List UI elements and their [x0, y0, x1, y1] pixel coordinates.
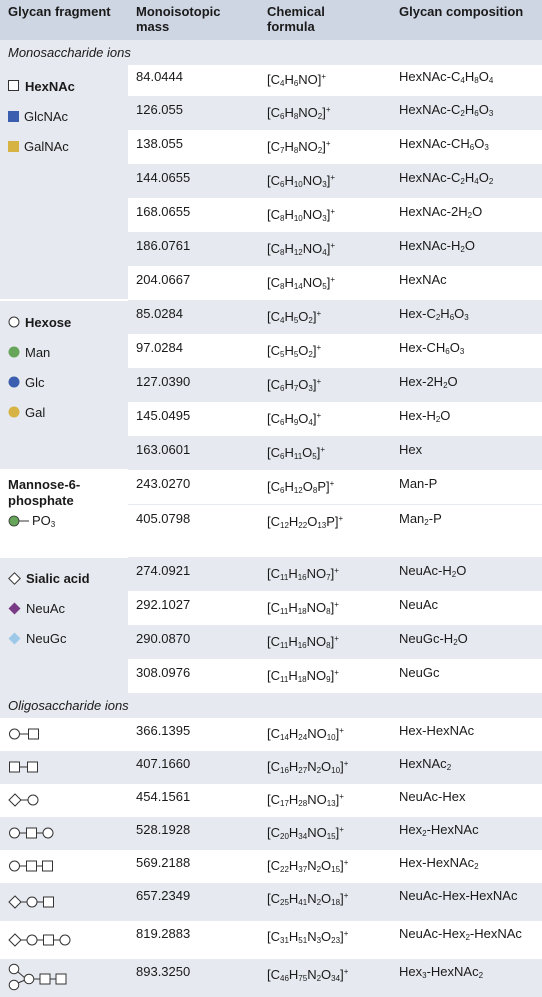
hex-hexnac-glycan-icon [0, 718, 128, 751]
mass-cell: 308.0976 [128, 659, 259, 693]
mass-cell: 127.0390 [128, 368, 259, 402]
white-diamond-icon [8, 572, 21, 585]
mass-cell: 292.1027 [128, 591, 259, 625]
purple-diamond-icon [8, 602, 21, 615]
formula-cell: $[C_{16}H_{27}N_2O_{10}]^+$ [259, 751, 391, 784]
green-circle-icon [8, 346, 20, 358]
mass-cell: 84.0444 [128, 65, 259, 96]
light-blue-diamond-icon [8, 632, 21, 645]
hex-hexnac2-glycan-icon [0, 850, 128, 883]
mass-cell: 405.0798 [128, 505, 259, 557]
composition-cell: HexNAc-$C_2H_4O_2$ [391, 164, 542, 198]
composition-cell: HexNAc-$C_4H_8O_4$ [391, 65, 542, 96]
header-glycan-fragment: Glycan fragment [0, 0, 128, 40]
composition-cell: Hex$_2$-HexNAc [391, 817, 542, 850]
composition-cell: HexNAc-$CH_6O_3$ [391, 130, 542, 164]
composition-cell: Hex [391, 436, 542, 470]
table-row [0, 817, 542, 850]
formula-cell: $[C_{22}H_{37}N_2O_{15}]^+$ [259, 850, 391, 883]
mass-cell: 144.0655 [128, 164, 259, 198]
legend-m6p-title: Mannose-6- phosphate [8, 477, 81, 508]
table-row [0, 751, 542, 784]
composition-cell: HexNAc-$H_2O$ [391, 232, 542, 266]
composition-cell: Hex-$CH_6O_3$ [391, 334, 542, 368]
legend-hexnac-group [0, 65, 128, 300]
mass-cell: 204.0667 [128, 266, 259, 300]
green-circle-phosphate-icon [8, 515, 30, 527]
table-row [0, 921, 542, 959]
table-row [0, 959, 542, 997]
formula-cell: $[C_6H_{11}O_5]^+$ [259, 436, 391, 470]
yellow-circle-icon [8, 406, 20, 418]
header-monoisotopic-mass: Monoisotopic mass [128, 0, 259, 40]
mass-cell: 168.0655 [128, 198, 259, 232]
formula-cell: $[C_6H_{10}NO_3]^+$ [259, 164, 391, 198]
composition-cell: HexNAc-$C_2H_6O_3$ [391, 96, 542, 130]
neuac-hex-glycan-icon [0, 784, 128, 817]
header-row [0, 0, 542, 40]
formula-cell: $[C_{25}H_{41}N_2O_{18}]^+$ [259, 883, 391, 921]
table-row [0, 850, 542, 883]
legend-sialic-group [0, 557, 128, 693]
formula-cell: $[C_{46}H_{75}N_2O_{34}]^+$ [259, 959, 391, 997]
legend-hexnac: HexNAc [8, 71, 120, 101]
header-chemical-formula: Chemical formula [259, 0, 391, 40]
mass-cell: 186.0761 [128, 232, 259, 266]
mass-cell: 893.3250 [128, 959, 259, 997]
table-row [0, 883, 542, 921]
composition-cell: Hex-$2H_2O$ [391, 368, 542, 402]
composition-cell: Hex-HexNAc$_2$ [391, 850, 542, 883]
legend-m6p-group [0, 470, 128, 557]
blue-square-icon [8, 111, 19, 122]
mass-cell: 819.2883 [128, 921, 259, 959]
blue-circle-icon [8, 376, 20, 388]
composition-cell: NeuAc-Hex$_2$-HexNAc [391, 921, 542, 959]
mass-cell: 454.1561 [128, 784, 259, 817]
table-row [0, 470, 542, 505]
formula-cell: $[C_{31}H_{51}N_3O_{23}]^+$ [259, 921, 391, 959]
legend-galnac: GalNAc [8, 131, 120, 161]
legend-glc: Glc [8, 367, 120, 397]
composition-cell: NeuAc-Hex-HexNAc [391, 883, 542, 921]
legend-neugc: NeuGc [8, 624, 120, 654]
formula-cell: $[C_{11}H_{16}NO_8]^+$ [259, 625, 391, 659]
legend-neuac: NeuAc [8, 594, 120, 624]
composition-cell: NeuAc [391, 591, 542, 625]
mass-cell: 657.2349 [128, 883, 259, 921]
composition-cell: Hex-HexNAc [391, 718, 542, 751]
mass-cell: 243.0270 [128, 470, 259, 505]
yellow-square-icon [8, 141, 19, 152]
mass-cell: 290.0870 [128, 625, 259, 659]
composition-cell: Man$_2$-P [391, 505, 542, 557]
composition-cell: NeuAc-$H_2O$ [391, 557, 542, 591]
formula-cell: $[C_{11}H_{16}NO_7]^+$ [259, 557, 391, 591]
formula-cell: $[C_6H_7O_3]^+$ [259, 368, 391, 402]
legend-hexose: Hexose [8, 307, 120, 337]
table-row [0, 557, 542, 591]
mass-cell: 528.1928 [128, 817, 259, 850]
table-row [0, 784, 542, 817]
composition-cell: NeuGc-$H_2O$ [391, 625, 542, 659]
composition-cell: Hex-$C_2H_6O_3$ [391, 300, 542, 334]
legend-sialic-acid: Sialic acid [8, 564, 120, 594]
composition-cell: HexNAc$_2$ [391, 751, 542, 784]
formula-cell: $[C_8H_{12}NO_4]^+$ [259, 232, 391, 266]
formula-cell: $[C_{20}H_{34}NO_{15}]^+$ [259, 817, 391, 850]
white-circle-icon [8, 316, 20, 328]
formula-cell: $[C_7H_8NO_2]^+$ [259, 130, 391, 164]
formula-cell: $[C_{11}H_{18}NO_8]^+$ [259, 591, 391, 625]
section-monosaccharide-ions: Monosaccharide ions [0, 40, 542, 65]
composition-cell: HexNAc-$2H_2O$ [391, 198, 542, 232]
mass-cell: 366.1395 [128, 718, 259, 751]
mass-cell: 274.0921 [128, 557, 259, 591]
formula-cell: $[C_{14}H_{24}NO_{10}]^+$ [259, 718, 391, 751]
formula-cell: $[C_8H_{14}NO_5]^+$ [259, 266, 391, 300]
formula-cell: $[C_6H_{12}O_8P]^+$ [259, 470, 391, 505]
mass-cell: 138.055 [128, 130, 259, 164]
legend-glcnac: GlcNAc [8, 101, 120, 131]
formula-cell: $[C_{11}H_{18}NO_9]^+$ [259, 659, 391, 693]
formula-cell: $[C_4H_6NO]^+$ [259, 65, 391, 96]
composition-cell: NeuAc-Hex [391, 784, 542, 817]
mass-cell: 126.055 [128, 96, 259, 130]
mass-cell: 569.2188 [128, 850, 259, 883]
header-glycan-composition: Glycan composition [391, 0, 542, 40]
composition-cell: HexNAc [391, 266, 542, 300]
table-row [0, 718, 542, 751]
hexnac2-glycan-icon [0, 751, 128, 784]
composition-cell: NeuGc [391, 659, 542, 693]
table-row [0, 300, 542, 334]
neuac-hex2-hexnac-glycan-icon [0, 921, 128, 959]
formula-cell: $[C_6H_8NO_2]^+$ [259, 96, 391, 130]
mass-cell: 163.0601 [128, 436, 259, 470]
formula-cell: $[C_{12}H_{22}O_{13}P]^+$ [259, 505, 391, 557]
formula-cell: $[C_5H_5O_2]^+$ [259, 334, 391, 368]
hex2-hexnac-glycan-icon [0, 817, 128, 850]
section-oligosaccharide-ions: Oligosaccharide ions [0, 693, 542, 718]
composition-cell: Hex$_3$-HexNAc$_2$ [391, 959, 542, 997]
hex3-hexnac2-glycan-icon [0, 959, 128, 997]
mass-cell: 85.0284 [128, 300, 259, 334]
white-square-icon [8, 80, 20, 92]
mass-cell: 145.0495 [128, 402, 259, 436]
table-row [0, 65, 542, 96]
legend-po3: $PO_3$ [8, 509, 120, 533]
legend-man: Man [8, 337, 120, 367]
formula-cell: $[C_{17}H_{28}NO_{13}]^+$ [259, 784, 391, 817]
legend-hexose-group [0, 300, 128, 470]
mass-cell: 407.1660 [128, 751, 259, 784]
composition-cell: Hex-$H_2O$ [391, 402, 542, 436]
formula-cell: $[C_6H_9O_4]^+$ [259, 402, 391, 436]
legend-gal: Gal [8, 397, 120, 427]
mass-cell: 97.0284 [128, 334, 259, 368]
composition-cell: Man-P [391, 470, 542, 505]
neuac-hex-hexnac-glycan-icon [0, 883, 128, 921]
formula-cell: $[C_4H_5O_2]^+$ [259, 300, 391, 334]
formula-cell: $[C_8H_{10}NO_3]^+$ [259, 198, 391, 232]
